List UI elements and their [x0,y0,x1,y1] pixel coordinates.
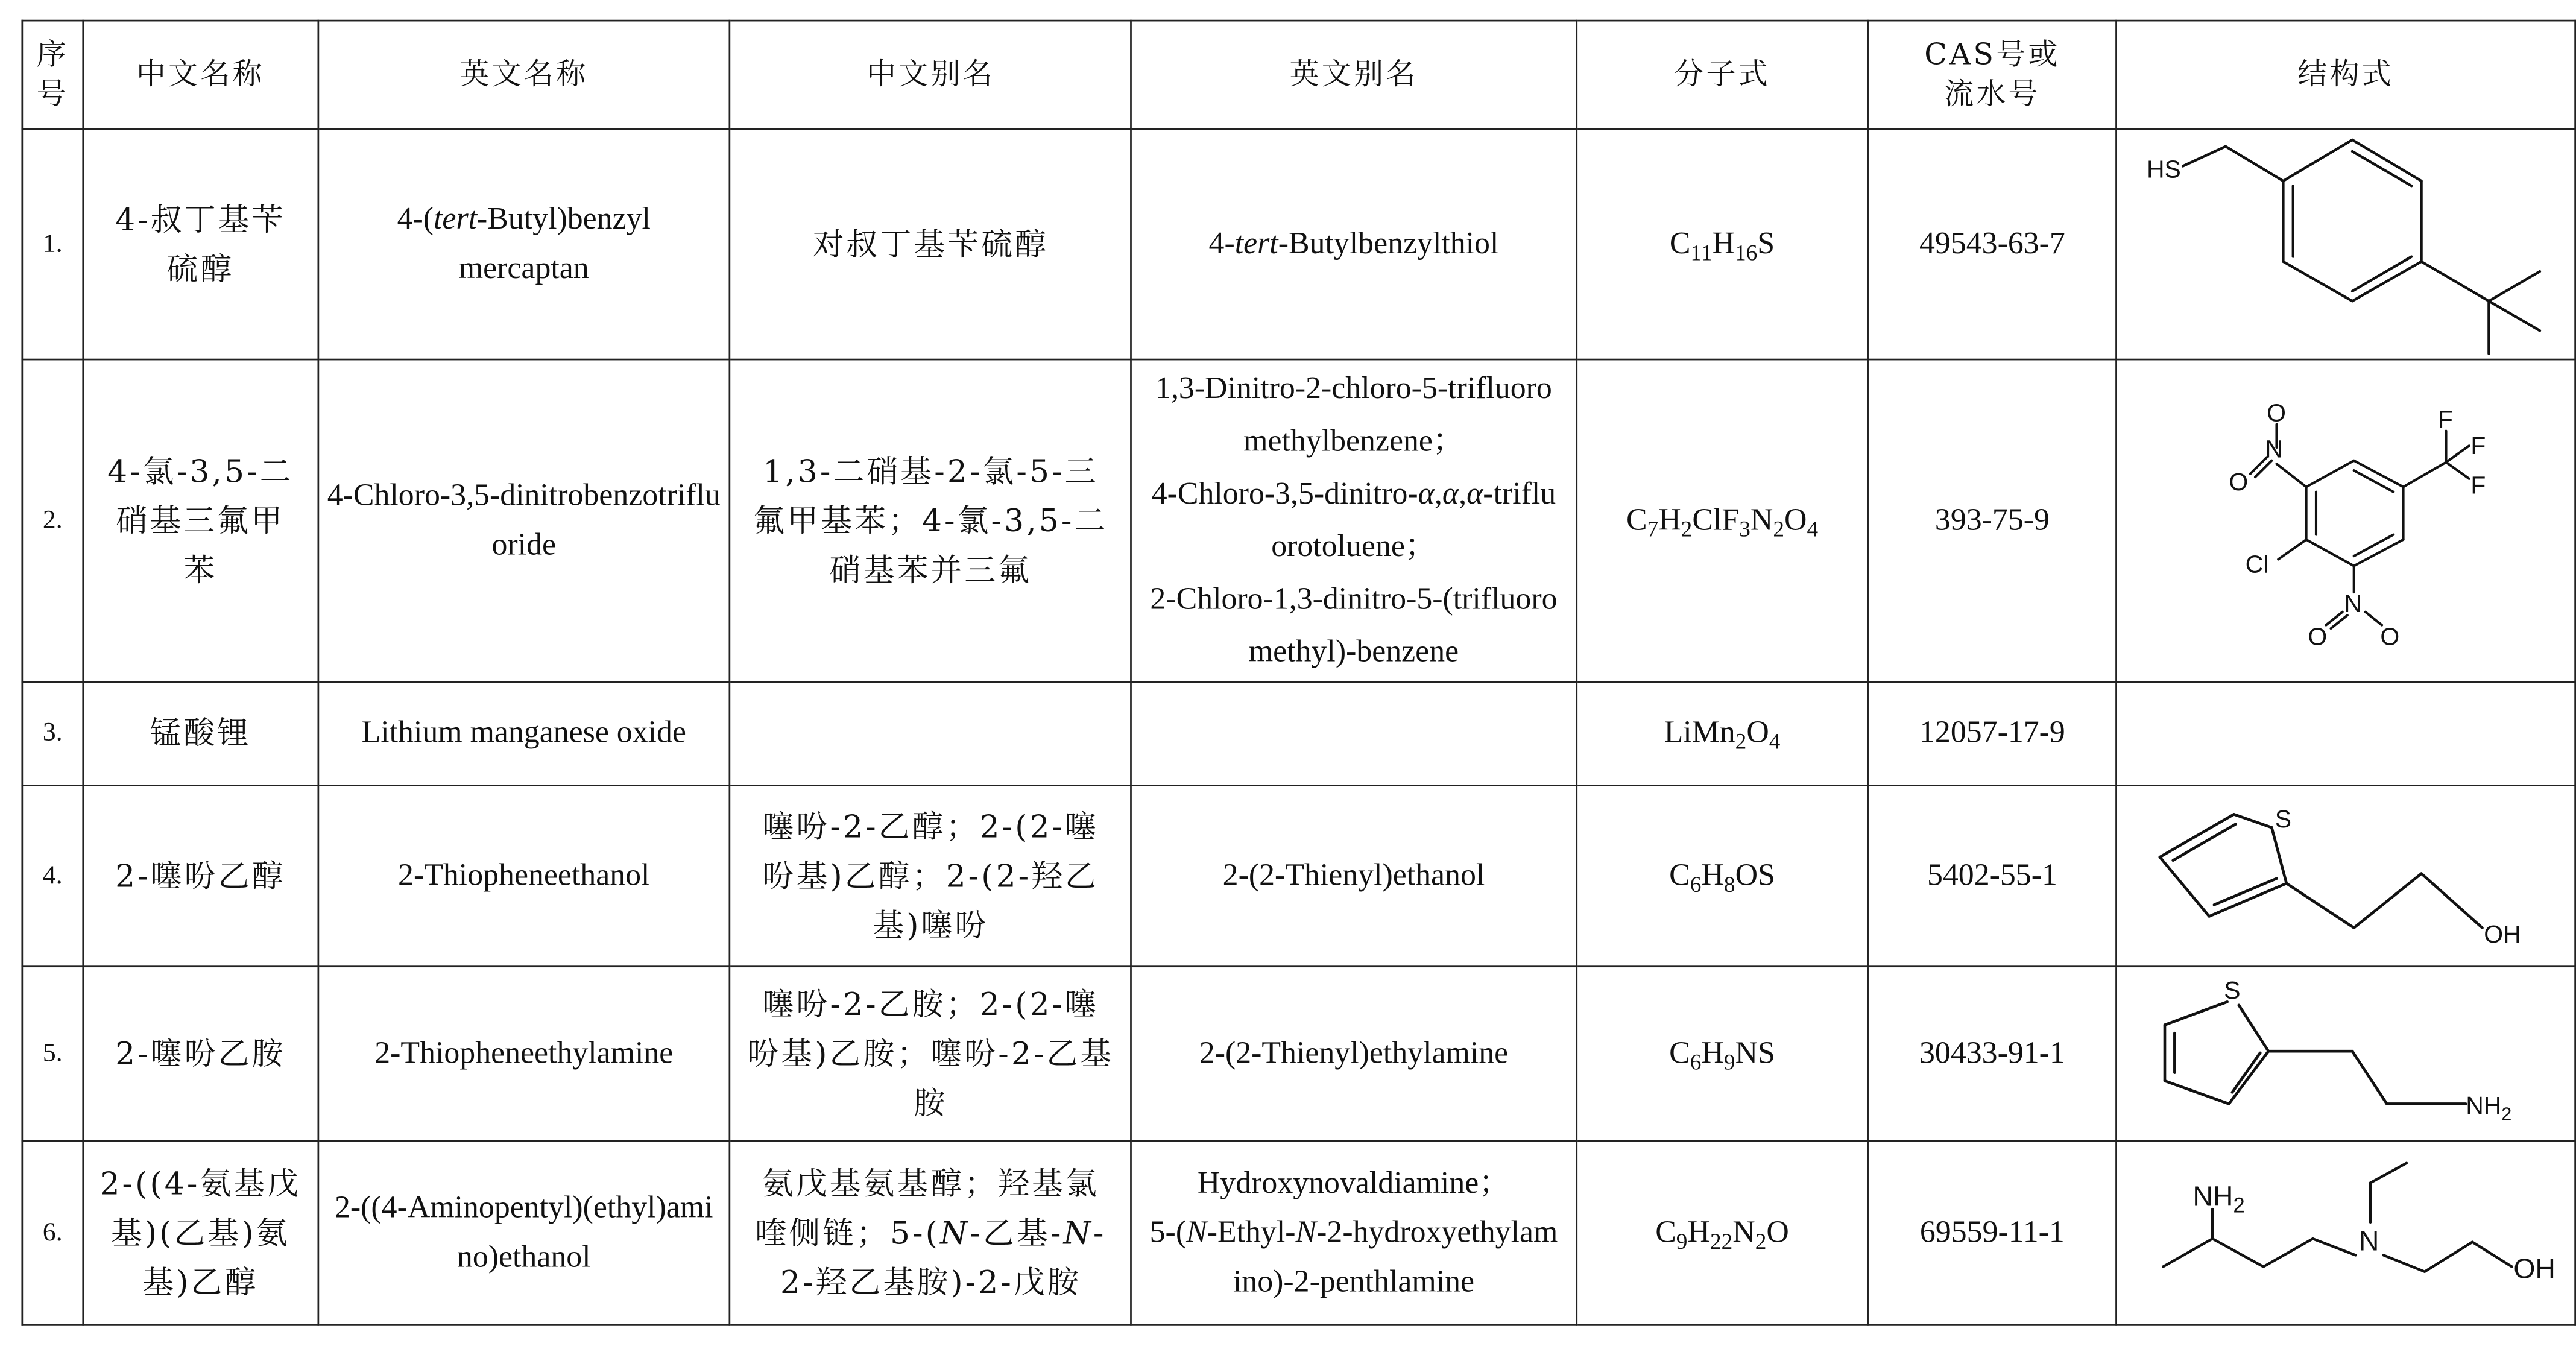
label-nitro-o-left: O [2229,467,2249,495]
en-alias [1131,129,1576,359]
row-index: 4. [22,786,83,967]
cn-name: 4-叔丁基苄硫醇 [83,129,318,359]
cn-name: 2-噻吩乙醇 [83,786,318,967]
label-s: S [2275,804,2292,832]
label-nh2: $NH_2$ [2466,1090,2512,1124]
structure-hydroxynovaldiamine [2124,1143,2568,1324]
label-cl: Cl [2245,549,2269,577]
formula [1576,129,1869,359]
table-row [22,1141,2575,1325]
structure [2116,682,2575,786]
cn-alias [730,1141,1131,1325]
table-row [22,359,2575,682]
cas-number: 5402-55-1 [1868,786,2116,967]
formula-text: $C_7H_2ClF_3N_2O_4$ [1626,502,1819,541]
cas-number: 12057-17-9 [1868,682,2116,786]
header-en-alias: 英文别名 [1131,21,1576,129]
structure [2116,129,2575,359]
en-name [318,129,730,359]
cn-name: 2-((4-氨基戊基)(乙基)氨基)乙醇 [83,1141,318,1325]
header-cn-name: 中文名称 [83,21,318,129]
table-row [22,682,2575,786]
chemical-table [21,20,2576,1326]
en-alias-text: 1,3-Dinitro-2-chloro-5-trifluoromethylbenzene； 4-Chloro-3,5-dinitro-α,α,α-trifluorotoluene； 2-Chloro-1,3-dinitro-5-(trifluoromethyl)-benzene [1150,371,1558,669]
cn-name: 2-噻吩乙胺 [83,967,318,1141]
en-alias-text: Hydroxynovaldiamine； 5-(N-Ethyl-N-2-hydroxyethylamino)-2-penthlamine [1149,1165,1558,1299]
cn-alias: 对叔丁基苄硫醇 [730,129,1131,359]
cn-alias: 1,3-二硝基-2-氯-5-三氟甲基苯；4-氯-3,5-二硝基苯并三氟 [730,359,1131,682]
table-row [22,129,2575,359]
structure-chlorodinitrobenzotrifluoride [2124,361,2568,680]
en-name: 2-Thiopheneethanol [318,786,730,967]
header-cas: CAS号或流水号 [1868,21,2116,129]
row-index: 5. [22,967,83,1141]
formula [1576,359,1869,682]
cas-number: 393-75-9 [1868,359,2116,682]
cas-number: 49543-63-7 [1868,129,2116,359]
structure-thiopheneethanol [2124,787,2568,965]
cas-number: 69559-11-1 [1868,1141,2116,1325]
label-s: S [2224,975,2241,1003]
en-name: Lithium manganese oxide [318,682,730,786]
en-alias-text: 4-tert-Butylbenzylthiol [1208,226,1499,261]
formula [1576,1141,1869,1325]
label-f-bottom: F [2470,470,2486,499]
en-alias [1131,359,1576,682]
label-nitro-o-bottom-left: O [2308,622,2328,650]
formula-text: $C_{11}H_{16}S$ [1669,226,1775,265]
cn-name: 锰酸锂 [83,682,318,786]
label-f-top: F [2437,404,2453,432]
formula [1576,786,1869,967]
row-index: 3. [22,682,83,786]
cn-alias: 噻吩-2-乙醇；2-(2-噻吩基)乙醇；2-(2-羟乙基)噻吩 [730,786,1131,967]
cn-alias: 噻吩-2-乙胺；2-(2-噻吩基)乙胺；噻吩-2-乙基胺 [730,967,1131,1141]
en-name: 2-Thiopheneethylamine [318,967,730,1141]
formula [1576,682,1869,786]
structure-thiopheneethylamine [2124,968,2568,1139]
header-structure: 结构式 [2116,21,2575,129]
en-alias: 2-(2-Thienyl)ethylamine [1131,967,1576,1141]
label-nitro-n-top: N [2265,434,2283,463]
structure [2116,967,2575,1141]
formula [1576,967,1869,1141]
header-row [22,21,2575,129]
en-alias [1131,682,1576,786]
label-f-mid: F [2470,431,2486,459]
formula-text: $LiMn_2O_4$ [1664,715,1781,754]
table-row [22,786,2575,967]
cn-alias-text: 氨戊基氨基醇；羟基氯喹侧链；5-(N-乙基-N-2-羟乙基胺)-2-戊胺 [755,1165,1106,1301]
row-index: 6. [22,1141,83,1325]
row-index: 2. [22,359,83,682]
label-nitro-o-bottom-right: O [2380,622,2400,650]
label-n: N [2358,1224,2379,1256]
en-name-text: 4-(tert-Butyl)benzyl mercaptan [397,201,651,286]
label-oh: OH [2484,919,2521,947]
header-cn-alias: 中文别名 [730,21,1131,129]
table-row [22,967,2575,1141]
formula-text: $C_6H_8OS$ [1669,858,1775,896]
en-alias [1131,1141,1576,1325]
en-name: 2-((4-Aminopentyl)(ethyl)amino)ethanol [318,1141,730,1325]
header-index: 序号 [22,21,83,129]
formula-text: $C_9H_{22}N_2O$ [1655,1215,1789,1253]
structure [2116,359,2575,682]
en-name: 4-Chloro-3,5-dinitrobenzotrifluoride [318,359,730,682]
structure [2116,1141,2575,1325]
structure [2116,786,2575,967]
structure-tert-butylbenzylthiol [2124,131,2568,358]
label-nitro-o-top: O [2267,397,2286,426]
formula-text: $C_6H_9NS$ [1669,1035,1775,1074]
en-alias: 2-(2-Thienyl)ethanol [1131,786,1576,967]
label-nitro-n-bottom: N [2344,589,2362,617]
cn-name: 4-氯-3,5-二硝基三氟甲苯 [83,359,318,682]
cas-number: 30433-91-1 [1868,967,2116,1141]
header-en-name: 英文名称 [318,21,730,129]
label-hs: HS [2146,154,2181,183]
label-nh2: $NH_2$ [2192,1180,2245,1217]
label-oh: OH [2513,1252,2555,1284]
header-formula: 分子式 [1576,21,1869,129]
row-index: 1. [22,129,83,359]
cn-alias [730,682,1131,786]
